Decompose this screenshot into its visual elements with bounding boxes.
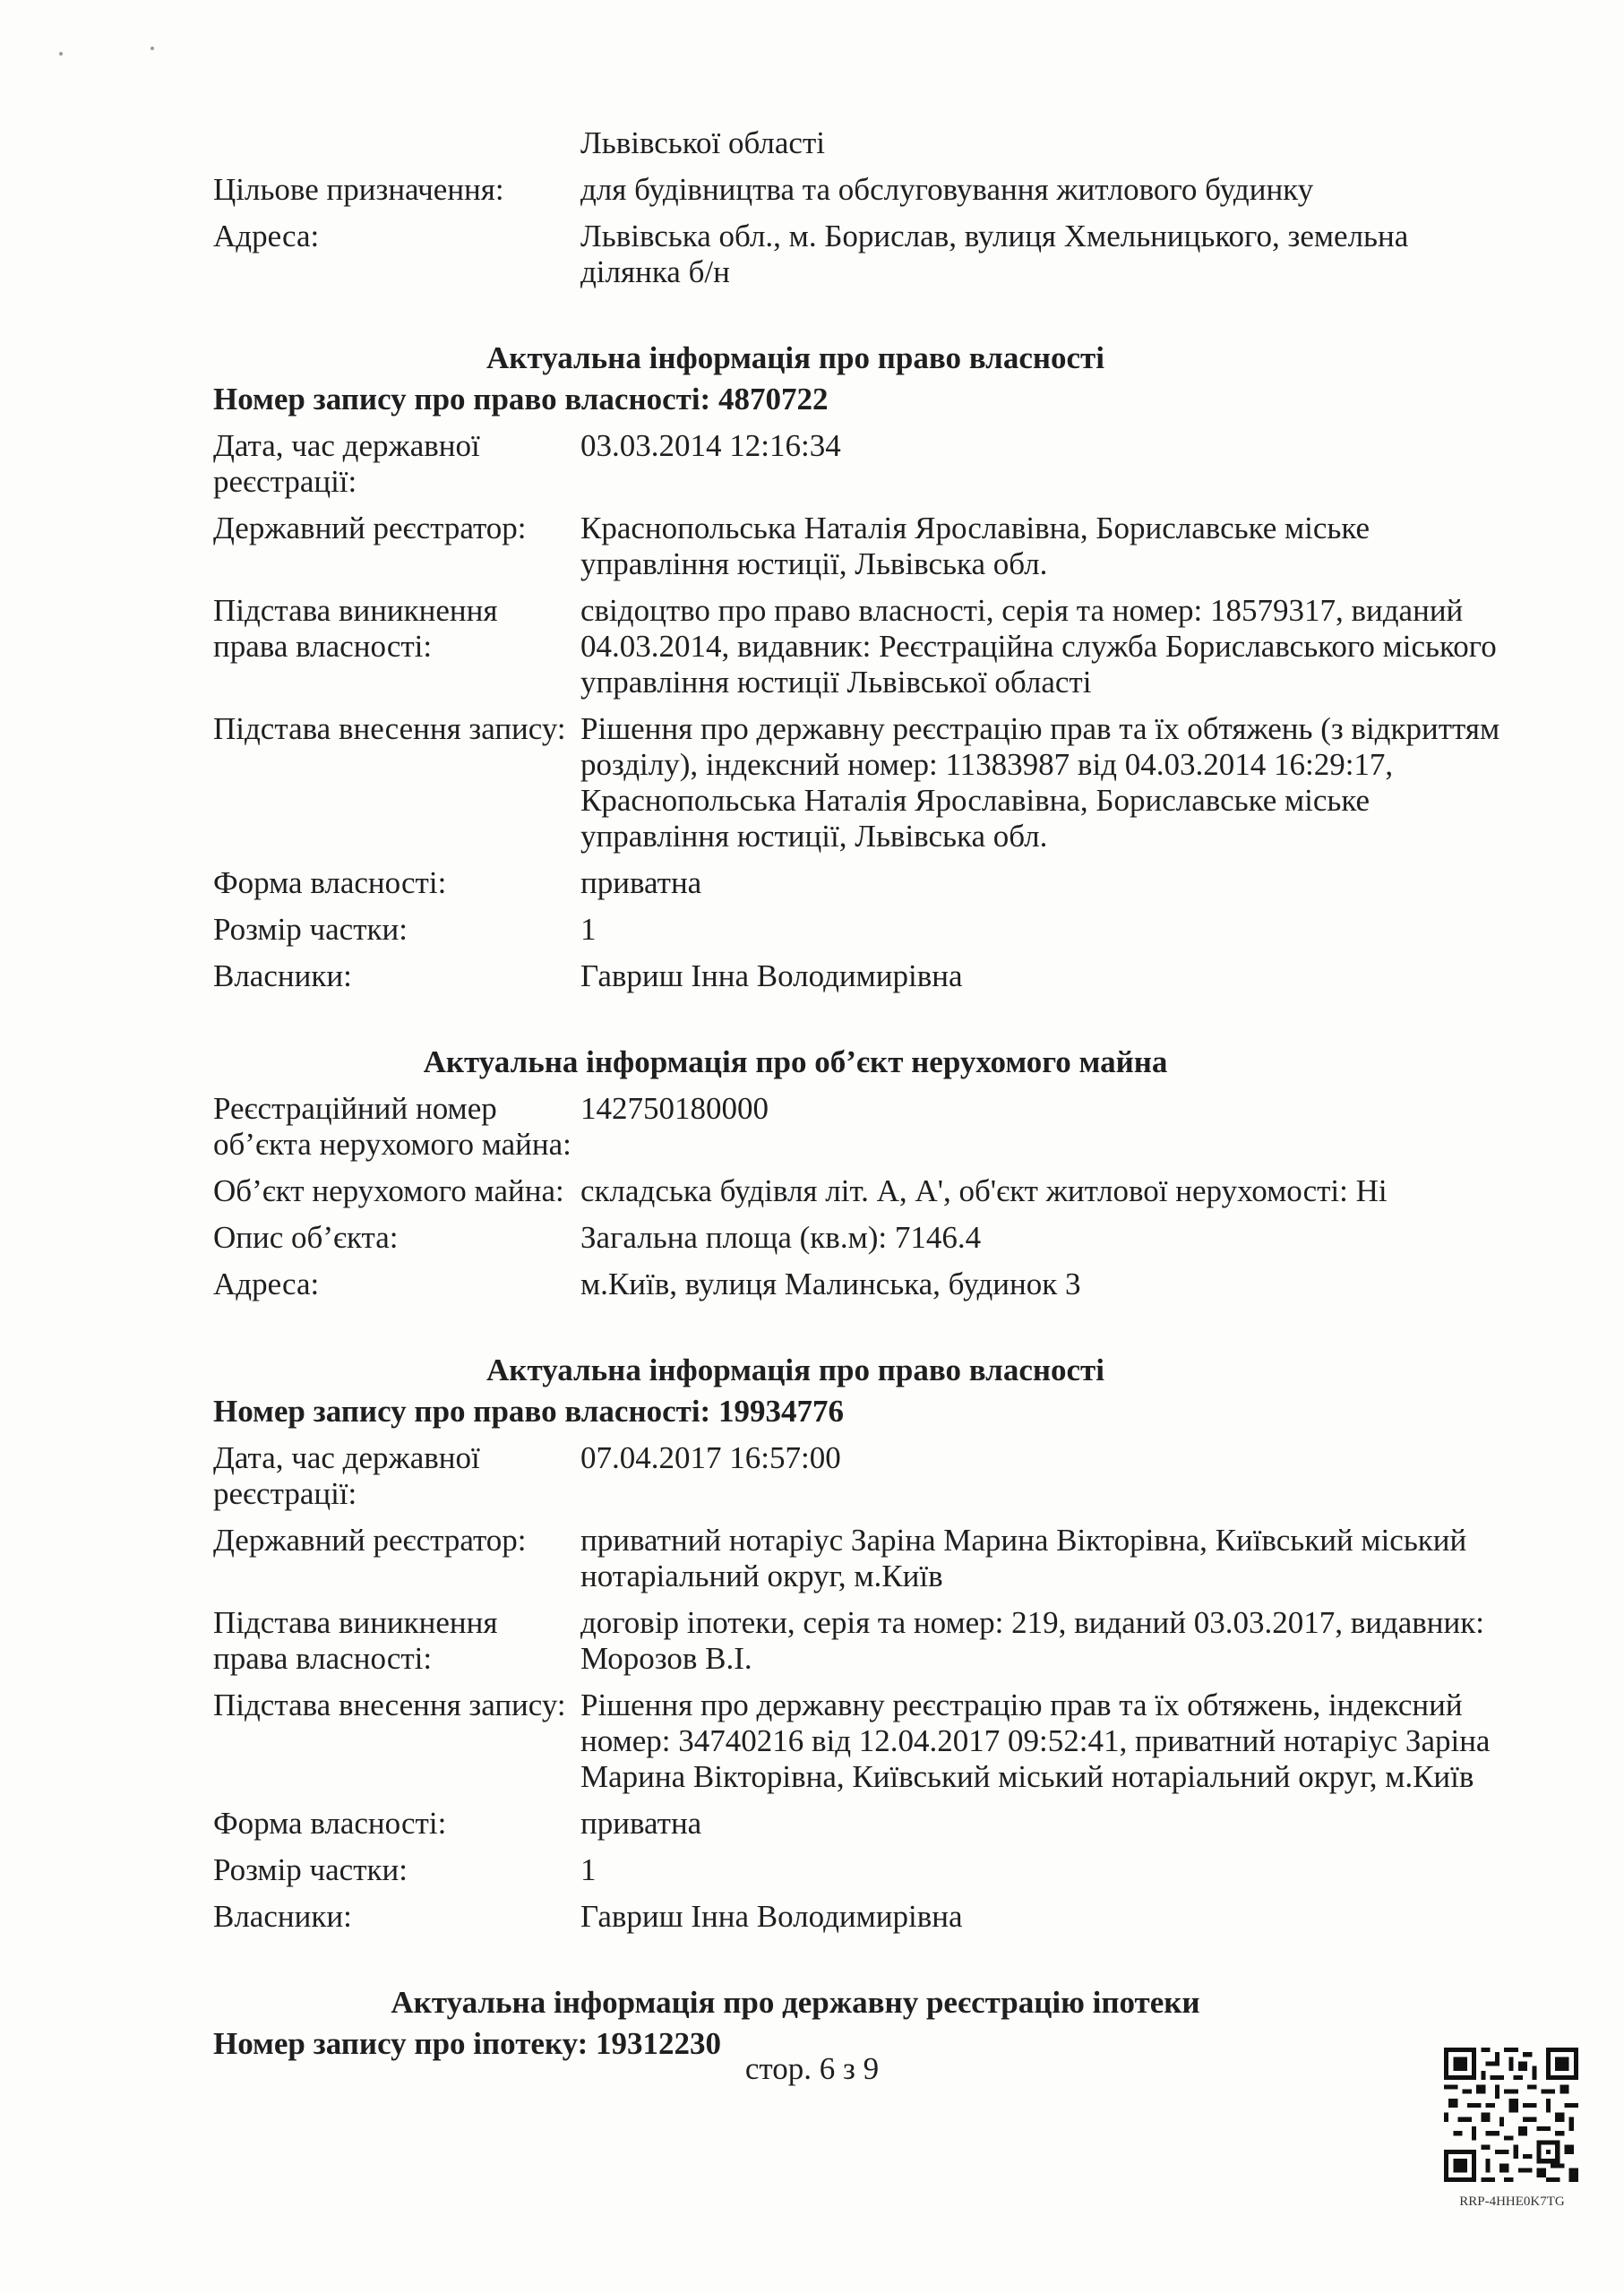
section-title: Актуальна інформація про право власності bbox=[486, 1353, 1104, 1387]
field-value: для будівництва та обслуговування житлового будинку bbox=[580, 172, 1314, 207]
field-row bbox=[213, 958, 1503, 994]
field-value: Львівська обл., м. Борислав, вулиця Хмельницького, земельна ділянка б/н bbox=[580, 219, 1409, 289]
field-label: Розмір частки: bbox=[213, 1852, 408, 1887]
section bbox=[213, 1044, 1503, 1302]
field-label: Підстава внесення запису: bbox=[213, 711, 566, 746]
field-row bbox=[213, 1091, 1503, 1163]
field-value: Гавриш Інна Володимирівна bbox=[580, 1899, 963, 1934]
field-label: Форма власності: bbox=[213, 1806, 447, 1841]
section bbox=[213, 340, 1503, 994]
field-row bbox=[213, 1605, 1503, 1677]
region-line: Львівської області bbox=[580, 125, 825, 160]
field-value: Краснопольська Наталія Ярославівна, Бориславське міське управління юстиції, Львівська обл. bbox=[580, 511, 1371, 581]
field-label: Форма власності: bbox=[213, 865, 447, 900]
field-value: договір іпотеки, серія та номер: 219, виданий 03.03.2017, видавник: Морозов В.І. bbox=[580, 1605, 1485, 1676]
field-value: 142750180000 bbox=[580, 1091, 769, 1126]
field-label: Розмір частки: bbox=[213, 912, 408, 947]
field-label: Реєстраційний номер об’єкта нерухомого майна: bbox=[213, 1091, 571, 1162]
field-label: Підстава внесення запису: bbox=[213, 1688, 566, 1722]
field-value: складська будівля літ. А, А', об'єкт житлової нерухомості: Ні bbox=[580, 1173, 1388, 1208]
field-label: Власники: bbox=[213, 958, 352, 993]
field-label: Державний реєстратор: bbox=[213, 1523, 527, 1558]
field-label: Об’єкт нерухомого майна: bbox=[213, 1173, 564, 1208]
scan-speck bbox=[59, 52, 63, 56]
field-label: Опис об’єкта: bbox=[213, 1220, 399, 1255]
field-label: Цільове призначення: bbox=[213, 172, 504, 207]
section-title: Актуальна інформація про право власності bbox=[486, 340, 1104, 375]
field-row bbox=[213, 1523, 1503, 1594]
field-value: приватна bbox=[580, 865, 702, 900]
field-row bbox=[213, 711, 1503, 855]
field-row bbox=[213, 511, 1503, 582]
qr-code-caption: RRP-4HHE0K7TG bbox=[1459, 2194, 1565, 2209]
scan-speck bbox=[150, 47, 154, 50]
field-value: 07.04.2017 16:57:00 bbox=[580, 1440, 841, 1475]
qr-code-icon bbox=[1444, 2048, 1578, 2182]
field-label: Підстава виникнення права власності: bbox=[213, 593, 498, 664]
intro-rows bbox=[213, 172, 1503, 290]
sections bbox=[213, 340, 1503, 2062]
record-number: Номер запису про право власності: 4870722 bbox=[213, 382, 829, 417]
field-row bbox=[213, 1852, 1503, 1888]
field-label: Адреса: bbox=[213, 219, 320, 253]
field-value: Гавриш Інна Володимирівна bbox=[580, 958, 963, 993]
field-value: Загальна площа (кв.м): 7146.4 bbox=[580, 1220, 982, 1255]
field-row bbox=[213, 1173, 1503, 1209]
field-row bbox=[213, 1267, 1503, 1302]
field-row bbox=[213, 428, 1503, 500]
section bbox=[213, 1353, 1503, 1935]
document-body bbox=[213, 125, 1503, 2062]
field-value: 03.03.2014 12:16:34 bbox=[580, 428, 841, 463]
field-label: Адреса: bbox=[213, 1267, 320, 1301]
field-row bbox=[213, 172, 1503, 208]
record-number: Номер запису про право власності: 19934776 bbox=[213, 1394, 844, 1429]
field-label: Власники: bbox=[213, 1899, 352, 1934]
field-value: 1 bbox=[580, 912, 597, 947]
field-value: приватна bbox=[580, 1806, 702, 1841]
field-label: Підстава виникнення права власності: bbox=[213, 1605, 498, 1676]
field-row bbox=[213, 1440, 1503, 1512]
page-number: стор. 6 з 9 bbox=[744, 2051, 880, 2086]
field-value: м.Київ, вулиця Малинська, будинок 3 bbox=[580, 1267, 1081, 1301]
field-row bbox=[213, 1688, 1503, 1795]
field-value: приватний нотаріус Заріна Марина Вікторівна, Київський міський нотаріальний округ, м.Київ bbox=[580, 1523, 1467, 1593]
section-title: Актуальна інформація про державну реєстрацію іпотеки bbox=[391, 1985, 1200, 2020]
field-label: Дата, час державної реєстрації: bbox=[213, 1440, 480, 1511]
field-row bbox=[213, 1899, 1503, 1935]
section-title: Актуальна інформація про об’єкт нерухомого майна bbox=[423, 1044, 1168, 1079]
field-value: Рішення про державну реєстрацію прав та їх обтяжень, індексний номер: 34740216 від 12.04.2017 09:52:41, приватний нотаріус Заріна Марина Вікторівна, Київський міський нотаріальний округ, м.Київ bbox=[580, 1688, 1491, 1794]
field-row bbox=[213, 912, 1503, 948]
field-value: 1 bbox=[580, 1852, 597, 1887]
field-label: Державний реєстратор: bbox=[213, 511, 527, 545]
field-row bbox=[213, 865, 1503, 901]
field-value: свідоцтво про право власності, серія та номер: 18579317, виданий 04.03.2014, видавник: Реєстраційна служба Бориславського міського управління юстиції Львівської області bbox=[580, 593, 1497, 700]
record-number: Номер запису про іпотеку: 19312230 bbox=[213, 2026, 722, 2061]
field-row bbox=[213, 593, 1503, 700]
field-row bbox=[213, 1220, 1503, 1256]
field-row bbox=[213, 219, 1503, 290]
field-label: Дата, час державної реєстрації: bbox=[213, 428, 480, 499]
field-row bbox=[213, 1806, 1503, 1842]
field-value: Рішення про державну реєстрацію прав та їх обтяжень (з відкриттям розділу), індексний номер: 11383987 від 04.03.2014 16:29:17, Краснопольська Наталія Ярославівна, Бориславське міське управління юстиції, Львівська обл. bbox=[580, 711, 1500, 854]
